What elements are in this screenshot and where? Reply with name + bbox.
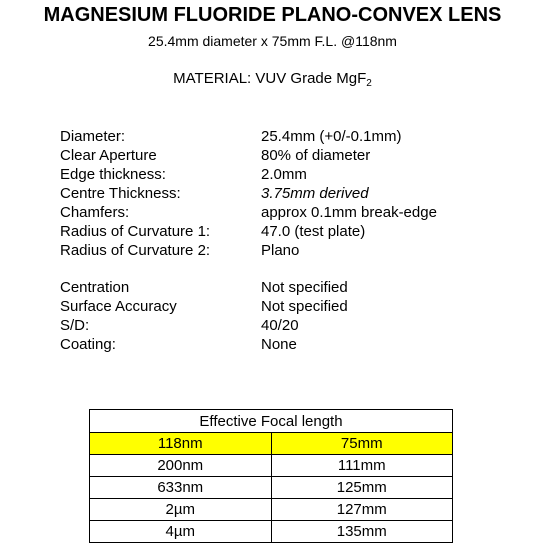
spec-value: 47.0 (test plate): [261, 223, 366, 240]
spec-label: Diameter:: [60, 128, 126, 145]
spec-value: Not specified: [261, 279, 348, 296]
spec-label: Coating:: [60, 336, 116, 353]
spec-row: [60, 316, 500, 335]
wavelength-cell: 2µm: [90, 499, 272, 521]
spec-value: Not specified: [261, 298, 348, 315]
material-subscript: 2: [366, 78, 372, 89]
spec-row: [60, 222, 500, 241]
table-row: [90, 455, 453, 477]
spec-label: Surface Accuracy: [60, 298, 177, 315]
spec-row: [60, 127, 500, 146]
focal-length-cell: 111mm: [271, 455, 453, 477]
spec-label: Edge thickness:: [60, 166, 166, 183]
focal-length-cell: 75mm: [271, 433, 453, 455]
spec-value: 80% of diameter: [261, 147, 371, 164]
spec-row: [60, 184, 500, 203]
spec-label: Clear Aperture: [60, 147, 157, 164]
spec-value: None: [261, 336, 297, 353]
spec-row: [60, 335, 500, 354]
spec-row: [60, 165, 500, 184]
spec-label: Centration: [60, 279, 130, 296]
focal-length-cell: 125mm: [271, 477, 453, 499]
table-row: [90, 477, 453, 499]
spec-list-quality: [60, 278, 500, 354]
focal-length-table: [89, 409, 453, 543]
spec-value: 3.75mm derived: [261, 185, 369, 202]
wavelength-cell: 118nm: [90, 433, 272, 455]
spec-value: approx 0.1mm break-edge: [261, 204, 437, 221]
table-row: [90, 499, 453, 521]
wavelength-cell: 200nm: [90, 455, 272, 477]
spec-value: 40/20: [261, 317, 299, 334]
document-title: MAGNESIUM FLUORIDE PLANO-CONVEX LENS: [43, 4, 502, 26]
spec-label: Chamfers:: [60, 204, 130, 221]
wavelength-cell: 633nm: [90, 477, 272, 499]
spec-value: 25.4mm (+0/-0.1mm): [261, 128, 402, 145]
spec-label: Radius of Curvature 2:: [60, 242, 211, 259]
document-subtitle: 25.4mm diameter x 75mm F.L. @118nm: [148, 33, 397, 49]
spec-row: [60, 241, 500, 260]
material-text: MATERIAL: VUV Grade MgF: [173, 70, 367, 87]
spec-row: [60, 297, 500, 316]
table-header-row: [90, 410, 453, 433]
spec-row: [60, 146, 500, 165]
spec-label: S/D:: [60, 317, 90, 334]
focal-length-cell: 127mm: [271, 499, 453, 521]
spec-label: Radius of Curvature 1:: [60, 223, 211, 240]
table-row: [90, 521, 453, 543]
spec-row: [60, 203, 500, 222]
material-line: [0, 70, 545, 89]
table-row-highlighted: [90, 433, 453, 455]
spec-list-dimensions: [60, 127, 500, 260]
spec-row: [60, 278, 500, 297]
spec-label: Centre Thickness:: [60, 185, 181, 202]
spec-value: 2.0mm: [261, 166, 307, 183]
spec-value: Plano: [261, 242, 300, 259]
table-header: Effective Focal length: [90, 410, 453, 433]
wavelength-cell: 4µm: [90, 521, 272, 543]
focal-length-cell: 135mm: [271, 521, 453, 543]
